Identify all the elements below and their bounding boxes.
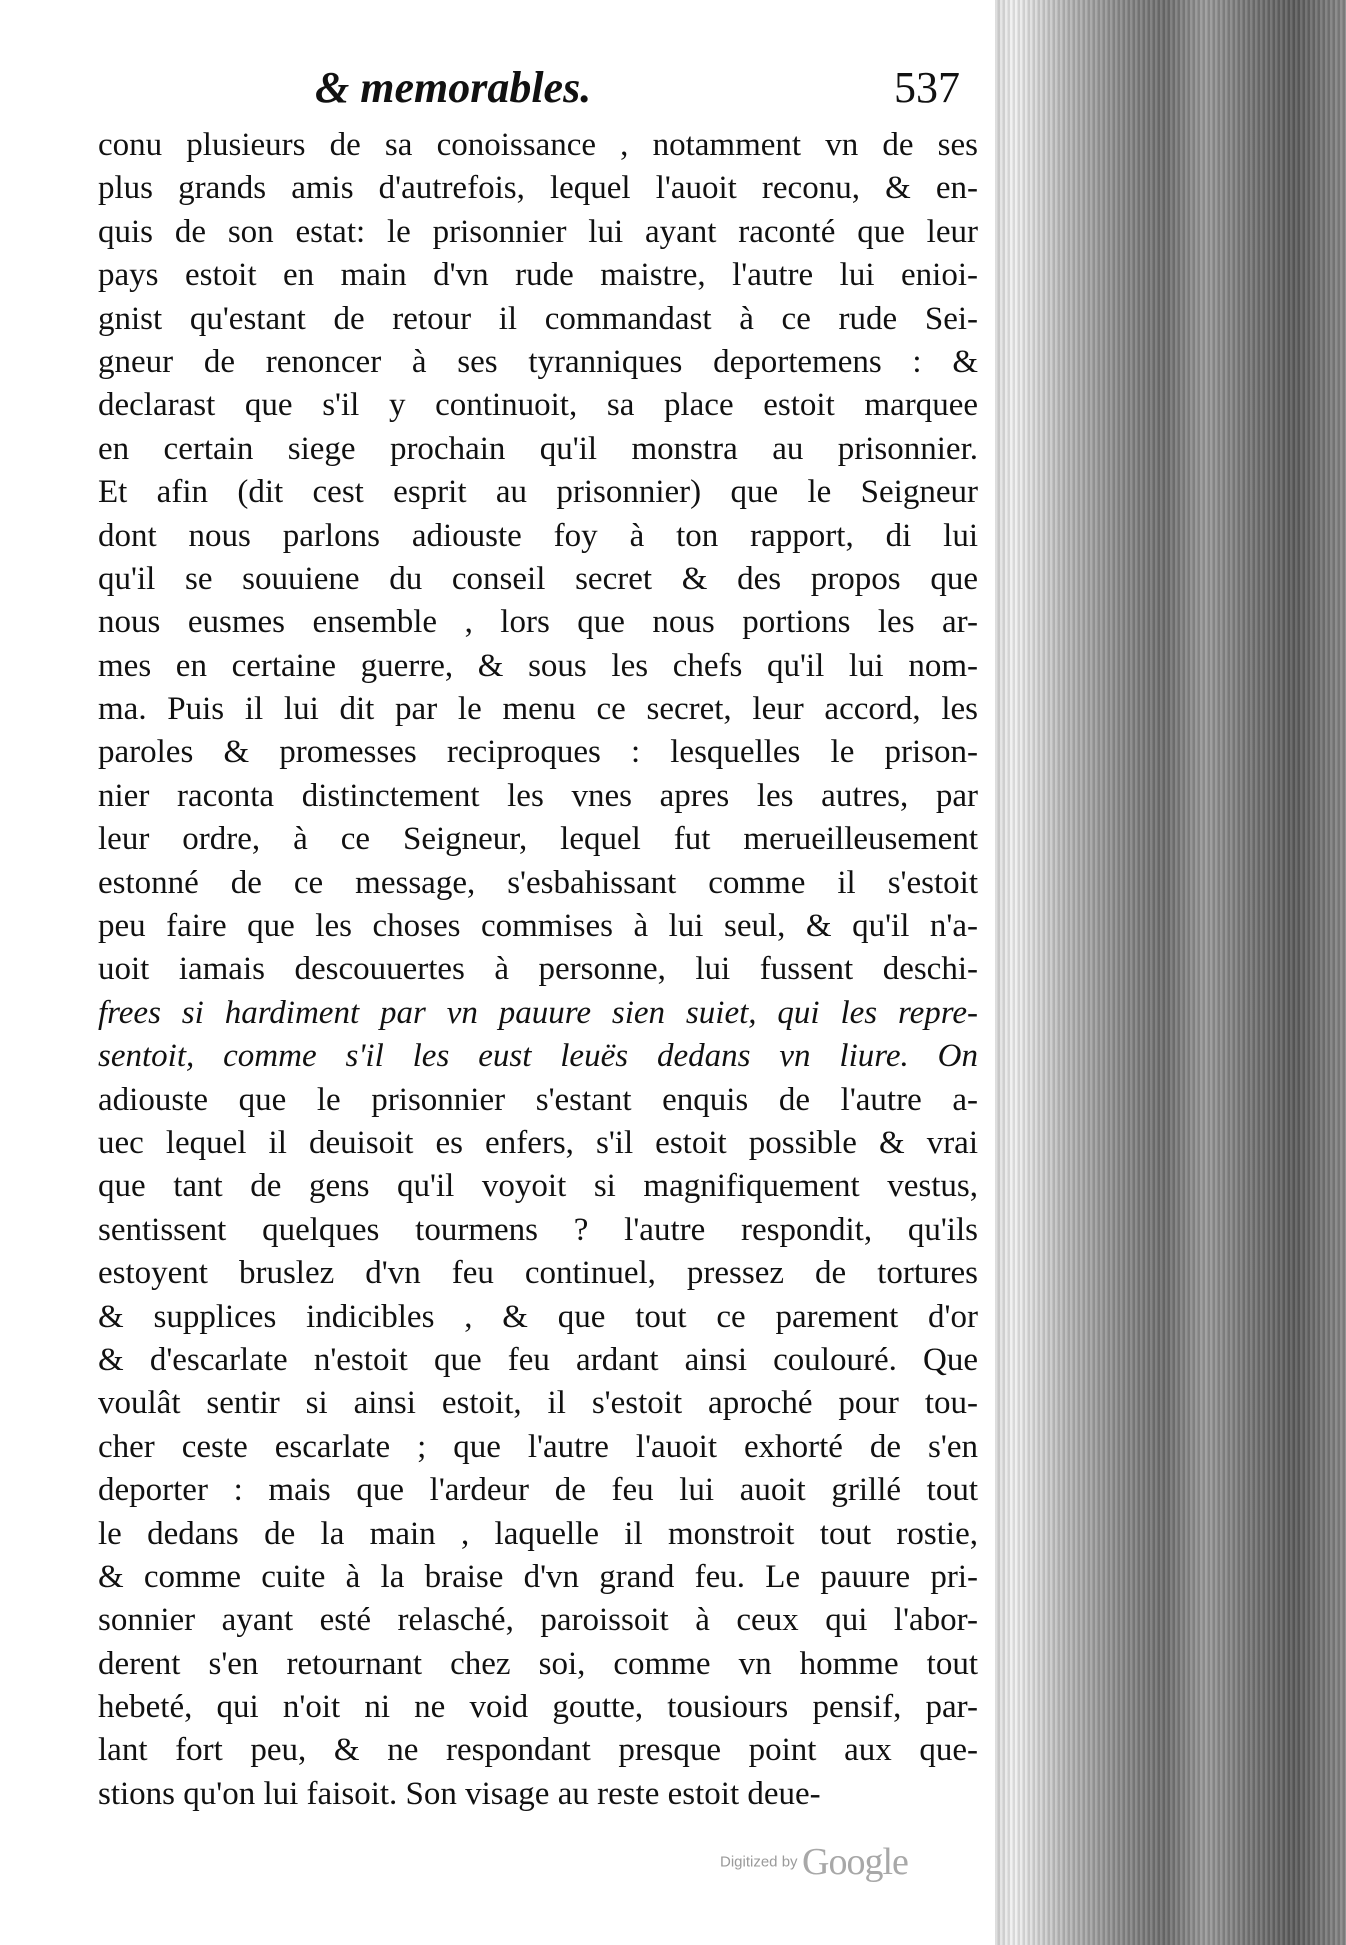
text-line: derent s'en retournant chez soi, comme vn homme tout (98, 1645, 978, 1682)
text-line: peu faire que les choses commises à lui seul, & qu'il n'a- (98, 908, 978, 945)
book-edge (995, 0, 1346, 1945)
text-line: paroles & promesses reciproques : lesquelles le prison- (98, 734, 978, 771)
text-line: le dedans de la main , laquelle il monstroit tout rostie, (98, 1515, 978, 1552)
text-line: nier raconta distinctement les vnes apres les autres, par (98, 777, 978, 814)
google-logo: Google (802, 1841, 908, 1883)
text-line: gneur de renoncer à ses tyranniques deportemens : & (98, 343, 978, 380)
text-line: stions qu'on lui faisoit. Son visage au reste estoit deue- (98, 1775, 821, 1812)
text-line: sentissent quelques tourmens ? l'autre respondit, qu'ils (98, 1211, 978, 1248)
text-line: plus grands amis d'autrefois, lequel l'auoit reconu, & en- (98, 170, 978, 207)
text-line: hebeté, qui n'oit ni ne void goutte, tousiours pensif, par- (98, 1689, 978, 1726)
text-line: voulât sentir si ainsi estoit, il s'estoit aproché pour tou- (98, 1385, 978, 1422)
text-line: que tant de gens qu'il voyoit si magnifiquement vestus, (98, 1168, 978, 1205)
body-text (98, 124, 978, 1816)
text-line: frees si hardiment par vn pauure sien suiet, qui les repre- (98, 994, 978, 1031)
page-header (100, 62, 960, 122)
text-line: gnist qu'estant de retour il commandast à ce rude Sei- (98, 300, 978, 337)
text-line: mes en certaine guerre, & sous les chefs qu'il lui nom- (98, 647, 978, 684)
text-line: leur ordre, à ce Seigneur, lequel fut merueilleusement (98, 821, 978, 858)
text-line: sonnier ayant esté relasché, paroissoit à ceux qui l'abor- (98, 1602, 978, 1639)
text-line: en certain siege prochain qu'il monstra au prisonnier. (98, 430, 978, 467)
text-line: adiouste que le prisonnier s'estant enquis de l'autre a- (98, 1081, 978, 1118)
text-line: uoit iamais descouuertes à personne, lui fussent deschi- (98, 951, 978, 988)
text-line: uec lequel il deuisoit es enfers, s'il estoit possible & vrai (98, 1124, 978, 1161)
text-line: qu'il se souuiene du conseil secret & des propos que (98, 560, 978, 597)
text-line: dont nous parlons adiouste foy à ton rapport, di lui (98, 517, 978, 554)
text-line: & supplices indicibles , & que tout ce parement d'or (98, 1298, 978, 1335)
text-line: cher ceste escarlate ; que l'autre l'auoit exhorté de s'en (98, 1428, 978, 1465)
text-line: Et afin (dit cest esprit au prisonnier) que le Seigneur (98, 474, 978, 511)
text-line: estoyent bruslez d'vn feu continuel, pressez de tortures (98, 1255, 978, 1292)
text-line: declarast que s'il y continuoit, sa place estoit marquee (98, 387, 978, 424)
watermark-prefix: Digitized by (720, 1853, 798, 1871)
running-title: & memorables. (315, 63, 592, 112)
text-line: conu plusieurs de sa conoissance , notamment vn de ses (98, 127, 978, 163)
text-line: nous eusmes ensemble , lors que nous portions les ar- (98, 604, 978, 641)
text-line: quis de son estat: le prisonnier lui ayant raconté que leur (98, 213, 978, 250)
text-line: lant fort peu, & ne respondant presque point aux que- (98, 1732, 978, 1769)
text-line: deporter : mais que l'ardeur de feu lui auoit grillé tout (98, 1472, 978, 1509)
text-line: pays estoit en main d'vn rude maistre, l'autre lui enioi- (98, 257, 978, 294)
text-line: & d'escarlate n'estoit que feu ardant ainsi coulouré. Que (98, 1341, 978, 1378)
text-line: sentoit, comme s'il les eust leuës dedans vn liure. On (98, 1038, 978, 1075)
text-line: ma. Puis il lui dit par le menu ce secret, leur accord, les (98, 691, 978, 728)
digitized-watermark (720, 1840, 908, 1884)
page-number: 537 (894, 63, 960, 112)
text-line: & comme cuite à la braise d'vn grand feu. Le pauure pri- (98, 1558, 978, 1595)
text-line: estonné de ce message, s'esbahissant comme il s'estoit (98, 864, 978, 901)
